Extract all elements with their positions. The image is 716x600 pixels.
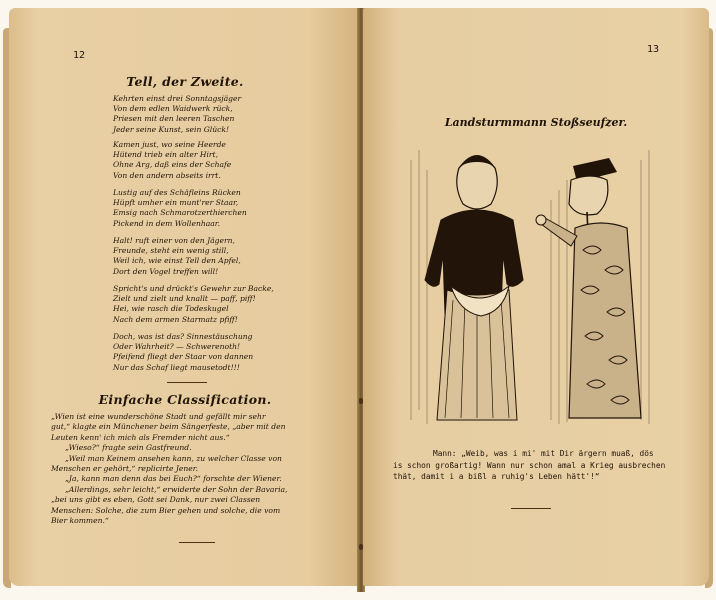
poem-title: Tell, der Zweite. [126,74,244,89]
poem-stanza-2 [113,140,353,181]
end-rule [179,542,215,543]
caption-line: is schon großartig! Wann nur schon amal a Krieg ausbrechen [393,460,666,470]
poem-stanza-4 [113,236,353,277]
story-line: „Allerdings, sehr leicht,“ erwiderte der Sohn der Bavaria, [65,484,288,494]
poem-line: Kamen just, wo seine Heerde [113,140,226,149]
story-line: „bei uns gibt es eben, Gott sei Dank, nur zwei Classen [51,495,261,505]
story-line: „Wien ist eine wunderschöne Stadt und gefällt mir sehr [51,412,266,421]
poem-line: Pfeifend fliegt der Staar von dannen [113,352,254,362]
story-text [51,412,341,526]
story-title: Einfache Classification. [98,392,272,407]
poem-stanza-1 [113,94,353,135]
cartoon-caption [393,448,693,483]
poem-line: Freunde, steht ein wenig still, [113,246,229,256]
poem-line: Weil ich, wie einst Tell den Apfel, [113,256,241,266]
cartoon-illustration [401,140,659,432]
poem-stanza-6 [113,332,353,373]
poem-line: Kehrten einst drei Sonntagsjäger [113,94,242,103]
poem-line: Von den andern abseits irrt. [113,170,221,180]
story-line: Menschen er gehört,“ replicirte Jener. [51,464,198,474]
poem-line: Zielt und zielt und knallt — paff, piff! [113,294,256,304]
poem-line: Von dem edlen Waidwerk rück, [113,104,233,114]
poem-line: Pickend in dem Wollenhaar. [113,218,221,228]
left-page-number: 12 [73,50,86,61]
poem-line: Dort den Vogel treffen will! [113,266,219,276]
man-figure [536,158,641,418]
poem-line: Spricht's und drückt's Gewehr zur Backe, [113,284,274,293]
story-line: gut,“ klagte ein Münchener beim Sängerfeste, „aber mit den [51,422,286,432]
story-line: „Weil man Keinem ansehen kann, zu welcher Classe von [65,453,282,463]
poem-stanza-3 [113,188,353,229]
right-page [363,8,709,586]
end-rule [511,508,551,509]
woman-figure [425,155,523,420]
poem-line: Lustig auf des Schäfleins Rücken [113,188,241,197]
poem-line: Halt! ruft einer von den Jägern, [113,236,235,245]
poem-line: Nach dem armen Starmatz pfiff! [113,314,238,324]
poem-line: Hei, wie rasch die Todeskugel [113,304,229,314]
poem-line: Hüpft umher ein munt'rer Staar, [113,198,239,208]
poem-line: Hütend trieb ein alter Hirt, [113,150,219,160]
story-line: Leuten kenn' ich mich als Fremder nicht aus.“ [51,432,230,442]
cartoon-title: Landsturmmann Stoßseufzer. [444,116,628,129]
story-line: „Wieso?“ fragte sein Gastfreund. [65,443,192,453]
caption-line: thät, damit i a bißl a ruhig's Leben hätt'!“ [393,472,600,481]
right-page-number: 13 [647,44,660,55]
poem-line: Ohne Arg, daß eins der Schafe [113,160,232,170]
story-line: „Ja, kann man denn das bei Euch?“ forschte der Wiener. [65,474,282,484]
open-book [3,8,713,592]
poem-line: Doch, was ist das? Sinnestäuschung [113,332,253,341]
poem-line: Jeder seine Kunst, sein Glück! [113,124,230,134]
story-line: Menschen: Solche, die zum Bier gehen und solche, die vom [51,505,281,515]
left-page [9,8,361,586]
poem-line: Priesen mit den leeren Taschen [113,114,235,124]
poem-line: Emsig nach Schmarotzerthierchen [113,208,247,218]
poem-stanza-5 [113,284,353,325]
poem-line: Oder Wahrheit? — Schwerenoth! [113,342,241,352]
caption-line: Mann: „Weib, was i mi' mit Dir ärgern muaß, dös [433,449,654,458]
poem-line: Nur das Schaf liegt mausetodt!!! [113,362,240,372]
section-divider [167,382,207,383]
story-line: Bier kommen.“ [51,516,109,526]
